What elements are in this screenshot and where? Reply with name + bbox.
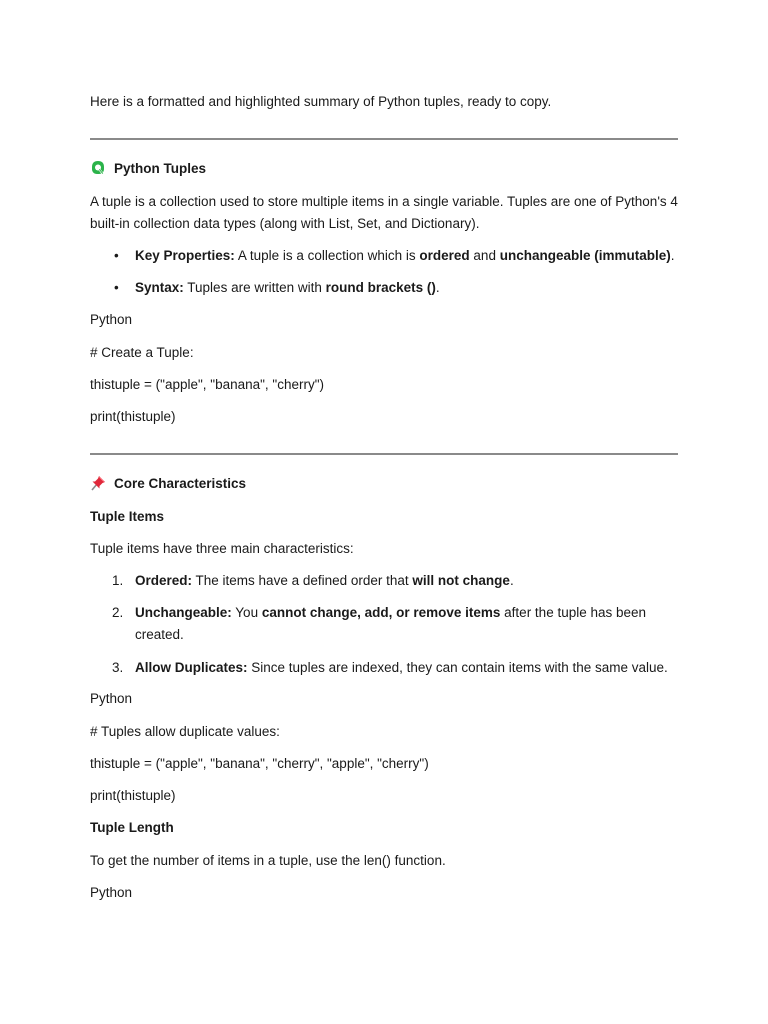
- bullet-key-properties: Key Properties: A tuple is a collection which is ordered and unchangeable (immutable).: [135, 248, 675, 263]
- list-number: 1.: [112, 573, 124, 588]
- code-line: thistuple = ("apple", "banana", "cherry", "apple", "cherry"): [90, 756, 429, 771]
- section-title: Python Tuples: [114, 161, 207, 176]
- code-language-label: Python: [90, 885, 133, 900]
- subsection-intro: Tuple items have three main characteristics:: [90, 541, 354, 556]
- subsection-text: To get the number of items in a tuple, use the len() function.: [90, 853, 446, 868]
- subheading-tuple-items: Tuple Items: [90, 509, 165, 524]
- code-line: thistuple = ("apple", "banana", "cherry"): [90, 377, 325, 392]
- code-line: print(thistuple): [90, 409, 176, 424]
- code-line: print(thistuple): [90, 788, 176, 803]
- bullet-syntax: Syntax: Tuples are written with round brackets ().: [135, 280, 440, 295]
- subheading-tuple-length: Tuple Length: [90, 820, 174, 835]
- bullet-marker: •: [114, 248, 119, 263]
- section-title: Core Characteristics: [114, 476, 247, 491]
- list-item-ordered: Ordered: The items have a defined order that will not change.: [135, 573, 514, 588]
- bullet-marker: •: [114, 280, 119, 295]
- list-item-unchangeable: Unchangeable: You cannot change, add, or remove items after the tuple has been created.: [135, 605, 647, 642]
- list-item-allow-duplicates: Allow Duplicates: Since tuples are indexed, they can contain items with the same value.: [135, 660, 668, 675]
- code-language-label: Python: [90, 691, 133, 706]
- intro-text: Here is a formatted and highlighted summary of Python tuples, ready to copy.: [90, 94, 552, 109]
- divider: [90, 453, 678, 455]
- list-number: 2.: [112, 605, 124, 620]
- section-description: A tuple is a collection used to store multiple items in a single variable. Tuples are one of Python's 4 built-in collection data types (along with List, Set, and Dictionary).: [90, 194, 678, 231]
- code-line: # Tuples allow duplicate values:: [90, 724, 280, 739]
- pushpin-icon: [90, 475, 106, 491]
- code-language-label: Python: [90, 312, 133, 327]
- divider: [90, 138, 678, 140]
- section-heading-core-characteristics: [90, 474, 246, 494]
- python-logo-icon: [90, 160, 106, 176]
- section-heading-python-tuples: [90, 159, 206, 179]
- list-number: 3.: [112, 660, 124, 675]
- code-line: # Create a Tuple:: [90, 345, 194, 360]
